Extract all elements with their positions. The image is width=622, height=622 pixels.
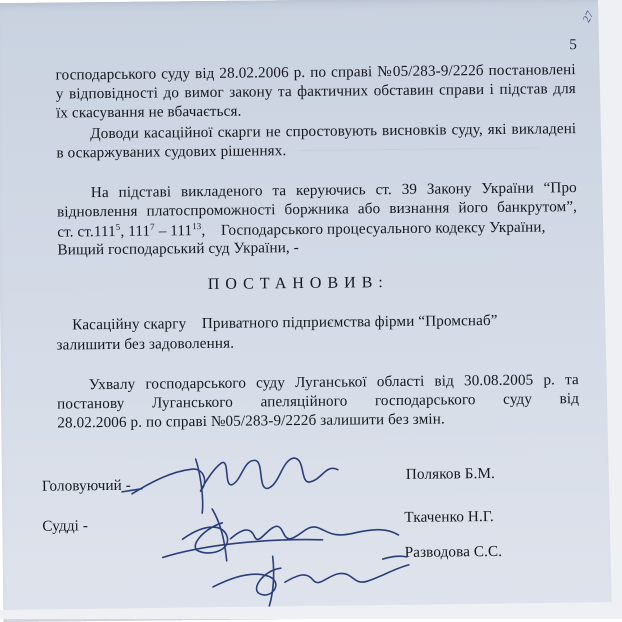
- judge-2-name: Разводова С.С.: [404, 542, 503, 561]
- article-ref-c: – 111: [154, 222, 193, 240]
- paragraph-2-line-2: в оскаржуваних судових рішеннях.: [56, 142, 287, 162]
- paragraph-1-line-3: їх скасування не вбачається.: [55, 102, 242, 122]
- judge-1-name: Ткаченко Н.Г.: [404, 507, 494, 526]
- paragraph-5-line-1: Ухвалу господарського суду Луганської області від 30.08.2005 р. та: [88, 371, 579, 394]
- presiding-name: Поляков Б.М.: [405, 464, 496, 483]
- judges-label: Судді -: [42, 517, 89, 535]
- paragraph-5-line-2: постанову Луганського апеляційного господарського суду від: [56, 390, 580, 413]
- article-sup-1: 5: [115, 221, 121, 232]
- judge-2-signature: [203, 545, 424, 617]
- paragraph-2-line-1: Доводи касаційної скарги не спростовують висновків суду, які викладені: [90, 120, 577, 143]
- paragraph-4-line-1: Касаційну скаргу Приватного підприємства фірми “Промснаб”: [72, 311, 498, 334]
- paragraph-3-line-2: відновлення платоспроможності боржника або визнання його банкрутом”,: [56, 198, 578, 221]
- article-sup-3: 13: [192, 221, 202, 232]
- paragraph-4-line-2: залишити без задоволення.: [56, 334, 235, 354]
- article-ref-b: , 111: [120, 222, 151, 240]
- paragraph-3-line-4: Вищий господарський суд України, -: [57, 239, 299, 259]
- resolution-heading: ПОСТАНОВИВ:: [207, 274, 389, 293]
- page-number: 5: [569, 37, 577, 54]
- paragraph-1-line-2: у відповідності до вимог закону та фактичних обставин справи і підстав для: [55, 80, 576, 103]
- paragraph-1-line-1: господарського суду від 28.02.2006 р. по справі №05/283-9/222б постановлені: [55, 61, 576, 84]
- article-ref-a: ст. ст.111: [57, 222, 116, 241]
- corner-handwritten-note: 27: [580, 9, 597, 25]
- presiding-label: Головуючий -: [41, 476, 132, 495]
- paragraph-3-line-1: На підставі викладеного та керуючись ст. 39 Закону України “Про: [90, 179, 577, 202]
- article-ref-d: , Господарського процесуального кодексу України,: [201, 218, 546, 240]
- article-sup-2: 7: [150, 221, 155, 232]
- paragraph-5-line-3: 28.02.2006 р. по справі №05/283-9/222б залишити без змін.: [57, 410, 445, 432]
